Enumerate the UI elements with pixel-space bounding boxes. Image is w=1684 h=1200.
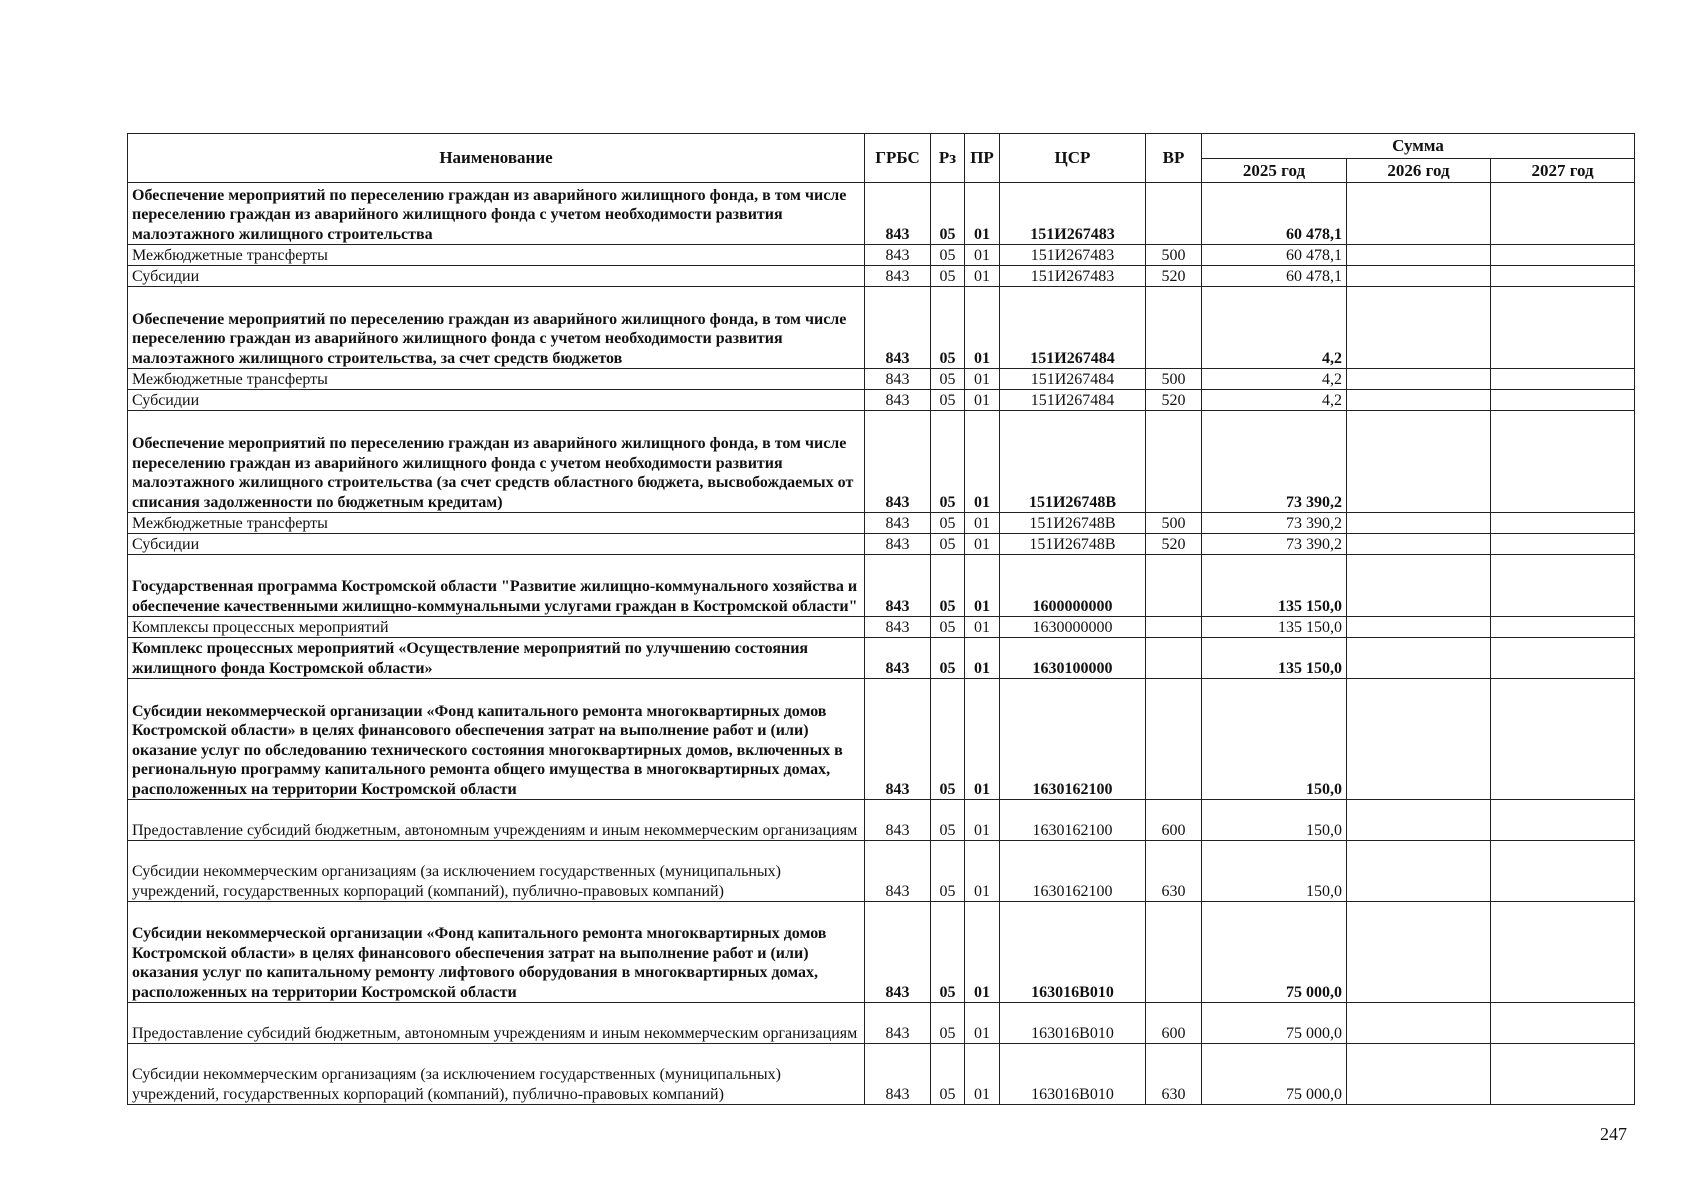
table-row	[128, 617, 1635, 638]
cell-vr: 500	[1146, 245, 1202, 266]
cell-rz: 05	[931, 555, 965, 617]
header-name: Наименование	[128, 134, 865, 183]
cell-grbs: 843	[865, 369, 931, 390]
table-row	[128, 411, 1635, 513]
table-row	[128, 638, 1635, 679]
cell-2027	[1491, 555, 1635, 617]
cell-grbs: 843	[865, 513, 931, 534]
cell-rz: 05	[931, 1003, 965, 1044]
cell-2027	[1491, 841, 1635, 902]
cell-csr: 151И267483	[1000, 183, 1146, 245]
table-row	[128, 902, 1635, 1003]
header-year-2027: 2027 год	[1491, 159, 1635, 183]
cell-vr	[1146, 183, 1202, 245]
cell-2027	[1491, 902, 1635, 1003]
cell-2027	[1491, 534, 1635, 555]
cell-rz: 05	[931, 245, 965, 266]
cell-2027	[1491, 411, 1635, 513]
cell-name: Межбюджетные трансферты	[128, 369, 865, 390]
header-summa: Сумма	[1202, 134, 1635, 159]
table-row	[128, 369, 1635, 390]
cell-2025: 135 150,0	[1202, 555, 1347, 617]
cell-rz: 05	[931, 513, 965, 534]
cell-csr: 151И26748В	[1000, 534, 1146, 555]
cell-csr: 151И267484	[1000, 287, 1146, 369]
table-row	[128, 679, 1635, 800]
cell-grbs: 843	[865, 1044, 931, 1105]
cell-pr: 01	[965, 183, 1000, 245]
cell-grbs: 843	[865, 534, 931, 555]
cell-vr: 520	[1146, 266, 1202, 287]
cell-grbs: 843	[865, 638, 931, 679]
cell-2027	[1491, 369, 1635, 390]
cell-name: Субсидии	[128, 534, 865, 555]
cell-2025: 135 150,0	[1202, 617, 1347, 638]
table-row	[128, 800, 1635, 841]
cell-rz: 05	[931, 617, 965, 638]
table-row	[128, 534, 1635, 555]
cell-vr: 630	[1146, 841, 1202, 902]
cell-vr	[1146, 679, 1202, 800]
cell-csr: 151И267483	[1000, 266, 1146, 287]
cell-name: Субсидии некоммерческим организациям (за исключением государственных (муниципальных) учреждений, государственных корпораций (компаний), публично-правовых компаний)	[128, 1044, 865, 1105]
cell-csr: 1630000000	[1000, 617, 1146, 638]
cell-vr	[1146, 411, 1202, 513]
cell-pr: 01	[965, 266, 1000, 287]
cell-csr: 1600000000	[1000, 555, 1146, 617]
cell-grbs: 843	[865, 1003, 931, 1044]
cell-pr: 01	[965, 617, 1000, 638]
cell-rz: 05	[931, 902, 965, 1003]
cell-rz: 05	[931, 679, 965, 800]
cell-name: Государственная программа Костромской области "Развитие жилищно-коммунального хозяйства и обеспечение качественными жилищно-коммунальными услугами граждан в Костромской области"	[128, 555, 865, 617]
cell-2025: 150,0	[1202, 679, 1347, 800]
cell-csr: 151И267484	[1000, 369, 1146, 390]
table-row	[128, 1044, 1635, 1105]
cell-grbs: 843	[865, 679, 931, 800]
cell-2025: 4,2	[1202, 390, 1347, 411]
cell-2027	[1491, 617, 1635, 638]
cell-vr: 520	[1146, 534, 1202, 555]
cell-2026	[1347, 679, 1491, 800]
cell-name: Обеспечение мероприятий по переселению граждан из аварийного жилищного фонда, в том числе переселению граждан из аварийного жилищного фонда с учетом необходимости развития малоэтажного жилищного строительства, за счет средств бюджетов	[128, 287, 865, 369]
cell-grbs: 843	[865, 411, 931, 513]
header-rz: Рз	[931, 134, 965, 183]
cell-2025: 75 000,0	[1202, 1003, 1347, 1044]
cell-pr: 01	[965, 679, 1000, 800]
header-csr: ЦСР	[1000, 134, 1146, 183]
cell-pr: 01	[965, 841, 1000, 902]
table-row	[128, 266, 1635, 287]
cell-pr: 01	[965, 555, 1000, 617]
cell-rz: 05	[931, 287, 965, 369]
cell-grbs: 843	[865, 902, 931, 1003]
cell-name: Комплексы процессных мероприятий	[128, 617, 865, 638]
cell-2027	[1491, 390, 1635, 411]
cell-pr: 01	[965, 534, 1000, 555]
cell-rz: 05	[931, 183, 965, 245]
cell-name: Субсидии	[128, 390, 865, 411]
cell-vr: 500	[1146, 369, 1202, 390]
cell-pr: 01	[965, 411, 1000, 513]
cell-rz: 05	[931, 1044, 965, 1105]
cell-2025: 73 390,2	[1202, 411, 1347, 513]
cell-name: Субсидии	[128, 266, 865, 287]
cell-csr: 163016В010	[1000, 1003, 1146, 1044]
header-vr: ВР	[1146, 134, 1202, 183]
cell-2026	[1347, 617, 1491, 638]
table-header	[128, 134, 1635, 183]
cell-2027	[1491, 266, 1635, 287]
cell-csr: 151И26748В	[1000, 411, 1146, 513]
cell-name: Межбюджетные трансферты	[128, 245, 865, 266]
cell-2027	[1491, 245, 1635, 266]
table-row	[128, 245, 1635, 266]
cell-2026	[1347, 287, 1491, 369]
table-row	[128, 1003, 1635, 1044]
budget-table	[127, 133, 1635, 1105]
cell-vr: 500	[1146, 513, 1202, 534]
cell-pr: 01	[965, 902, 1000, 1003]
cell-vr: 600	[1146, 800, 1202, 841]
cell-2025: 4,2	[1202, 287, 1347, 369]
cell-csr: 151И267484	[1000, 390, 1146, 411]
cell-2027	[1491, 800, 1635, 841]
cell-2025: 75 000,0	[1202, 1044, 1347, 1105]
cell-rz: 05	[931, 800, 965, 841]
cell-2025: 60 478,1	[1202, 266, 1347, 287]
cell-2027	[1491, 679, 1635, 800]
cell-2026	[1347, 513, 1491, 534]
cell-csr: 1630162100	[1000, 679, 1146, 800]
cell-vr	[1146, 617, 1202, 638]
cell-grbs: 843	[865, 555, 931, 617]
table-row	[128, 390, 1635, 411]
cell-csr: 1630162100	[1000, 841, 1146, 902]
page-number: 247	[1600, 1124, 1627, 1144]
cell-vr	[1146, 287, 1202, 369]
cell-rz: 05	[931, 841, 965, 902]
cell-vr	[1146, 555, 1202, 617]
cell-2026	[1347, 369, 1491, 390]
cell-2026	[1347, 534, 1491, 555]
cell-name: Предоставление субсидий бюджетным, автономным учреждениям и иным некоммерческим организациям	[128, 1003, 865, 1044]
cell-2025: 73 390,2	[1202, 513, 1347, 534]
cell-grbs: 843	[865, 266, 931, 287]
cell-pr: 01	[965, 369, 1000, 390]
cell-2027	[1491, 638, 1635, 679]
cell-2025: 150,0	[1202, 841, 1347, 902]
cell-rz: 05	[931, 390, 965, 411]
cell-grbs: 843	[865, 617, 931, 638]
cell-2027	[1491, 287, 1635, 369]
cell-name: Межбюджетные трансферты	[128, 513, 865, 534]
cell-name: Обеспечение мероприятий по переселению граждан из аварийного жилищного фонда, в том числе переселению граждан из аварийного жилищного фонда с учетом необходимости развития малоэтажного жилищного строительства (за счет средств областного бюджета, высвобождаемых от списания задолженности по бюджетным кредитам)	[128, 411, 865, 513]
table-row	[128, 513, 1635, 534]
cell-2025: 60 478,1	[1202, 183, 1347, 245]
cell-csr: 151И26748В	[1000, 513, 1146, 534]
table-row	[128, 841, 1635, 902]
cell-2026	[1347, 266, 1491, 287]
cell-csr: 151И267483	[1000, 245, 1146, 266]
cell-vr	[1146, 902, 1202, 1003]
cell-name: Предоставление субсидий бюджетным, автономным учреждениям и иным некоммерческим организациям	[128, 800, 865, 841]
header-pr: ПР	[965, 134, 1000, 183]
cell-grbs: 843	[865, 183, 931, 245]
cell-vr: 600	[1146, 1003, 1202, 1044]
cell-grbs: 843	[865, 390, 931, 411]
cell-rz: 05	[931, 534, 965, 555]
cell-2026	[1347, 183, 1491, 245]
cell-2026	[1347, 1044, 1491, 1105]
cell-2025: 73 390,2	[1202, 534, 1347, 555]
cell-rz: 05	[931, 638, 965, 679]
cell-csr: 163016В010	[1000, 902, 1146, 1003]
table-body	[128, 183, 1635, 1105]
cell-2026	[1347, 245, 1491, 266]
cell-2025: 60 478,1	[1202, 245, 1347, 266]
header-year-2025: 2025 год	[1202, 159, 1347, 183]
cell-2027	[1491, 513, 1635, 534]
table-row	[128, 555, 1635, 617]
cell-2027	[1491, 1044, 1635, 1105]
table-row	[128, 287, 1635, 369]
header-year-2026: 2026 год	[1347, 159, 1491, 183]
cell-grbs: 843	[865, 287, 931, 369]
cell-pr: 01	[965, 1003, 1000, 1044]
cell-name: Обеспечение мероприятий по переселению граждан из аварийного жилищного фонда, в том числе переселению граждан из аварийного жилищного фонда с учетом необходимости развития малоэтажного жилищного строительства	[128, 183, 865, 245]
cell-rz: 05	[931, 266, 965, 287]
cell-csr: 1630100000	[1000, 638, 1146, 679]
cell-2025: 150,0	[1202, 800, 1347, 841]
cell-pr: 01	[965, 390, 1000, 411]
cell-rz: 05	[931, 369, 965, 390]
cell-2026	[1347, 390, 1491, 411]
cell-name: Субсидии некоммерческой организации «Фонд капитального ремонта многоквартирных домов Костромской области» в целях финансового обеспечения затрат на выполнение работ и (или) оказания услуг по капитальному ремонту лифтового оборудования в многоквартирных домах, расположенных на территории Костромской области	[128, 902, 865, 1003]
cell-vr: 630	[1146, 1044, 1202, 1105]
cell-grbs: 843	[865, 841, 931, 902]
table-row	[128, 183, 1635, 245]
cell-name: Комплекс процессных мероприятий «Осуществление мероприятий по улучшению состояния жилищного фонда Костромской области»	[128, 638, 865, 679]
cell-2026	[1347, 902, 1491, 1003]
cell-2026	[1347, 1003, 1491, 1044]
cell-2027	[1491, 183, 1635, 245]
cell-2025: 4,2	[1202, 369, 1347, 390]
cell-pr: 01	[965, 638, 1000, 679]
cell-grbs: 843	[865, 800, 931, 841]
header-grbs: ГРБС	[865, 134, 931, 183]
cell-2027	[1491, 1003, 1635, 1044]
cell-vr: 520	[1146, 390, 1202, 411]
cell-2026	[1347, 638, 1491, 679]
cell-pr: 01	[965, 800, 1000, 841]
cell-csr: 163016В010	[1000, 1044, 1146, 1105]
cell-name: Субсидии некоммерческой организации «Фонд капитального ремонта многоквартирных домов Костромской области» в целях финансового обеспечения затрат на выполнение работ и (или) оказание услуг по обследованию технического состояния многоквартирных домов, включенных в региональную программу капитального ремонта общего имущества в многоквартирных домах, расположенных на территории Костромской области	[128, 679, 865, 800]
cell-csr: 1630162100	[1000, 800, 1146, 841]
cell-rz: 05	[931, 411, 965, 513]
cell-2025: 135 150,0	[1202, 638, 1347, 679]
cell-2026	[1347, 555, 1491, 617]
cell-2026	[1347, 411, 1491, 513]
cell-pr: 01	[965, 287, 1000, 369]
cell-2025: 75 000,0	[1202, 902, 1347, 1003]
cell-grbs: 843	[865, 245, 931, 266]
cell-name: Субсидии некоммерческим организациям (за исключением государственных (муниципальных) учреждений, государственных корпораций (компаний), публично-правовых компаний)	[128, 841, 865, 902]
cell-pr: 01	[965, 1044, 1000, 1105]
cell-pr: 01	[965, 245, 1000, 266]
cell-vr	[1146, 638, 1202, 679]
cell-2026	[1347, 841, 1491, 902]
cell-pr: 01	[965, 513, 1000, 534]
cell-2026	[1347, 800, 1491, 841]
